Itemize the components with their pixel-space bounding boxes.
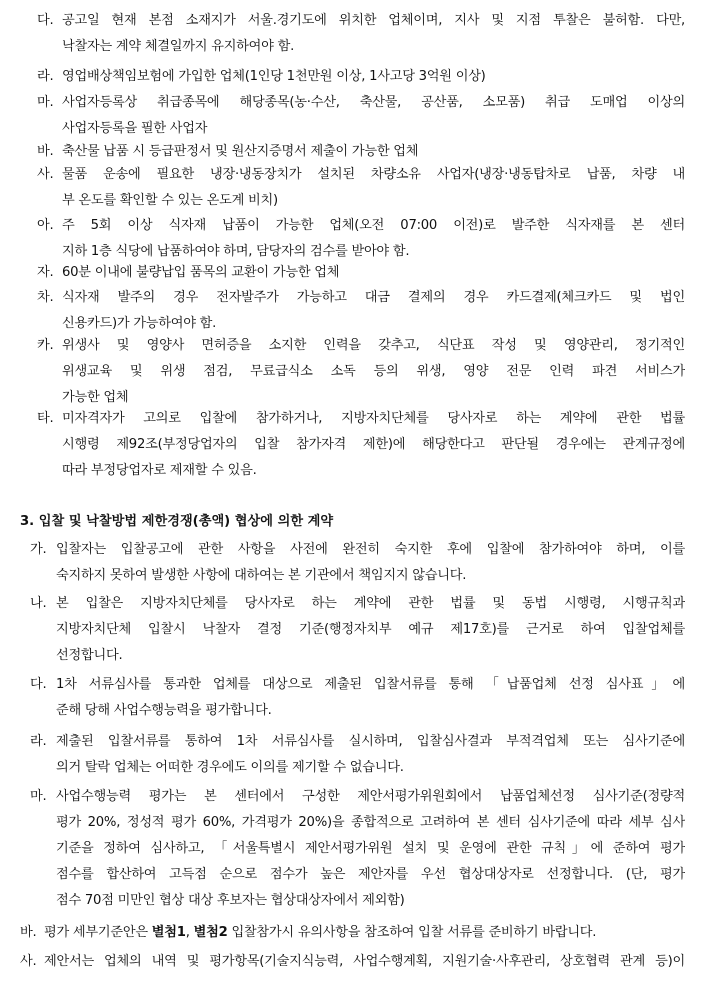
item-marker: 차.	[37, 290, 54, 305]
item-text-line	[44, 920, 685, 946]
section3-item-sa	[0, 949, 706, 975]
item-marker: 사.	[37, 167, 54, 182]
item-marker: 가.	[30, 542, 47, 557]
item-text-line: 제출된 입찰서류를 통하여 1차 서류심사를 실시하며, 입찰심사결과 부적격업체 또는 심사기준에	[56, 734, 685, 749]
item-marker: 바.	[37, 144, 54, 159]
item-text-line: 위생사 및 영양사 면허증을 소지한 인력을 갖추고, 식단표 작성 및 영양관리, 정기적인	[62, 338, 685, 353]
section3-item-ra	[0, 729, 706, 781]
item-text-line: 식자재 발주의 경우 전자발주가 가능하고 대금 결제의 경우 카드결제(체크카드 및 법인	[62, 290, 685, 305]
item-text: ,	[185, 925, 194, 940]
section3-item-da	[0, 672, 706, 724]
item-text-line: 영업배상책임보험에 가입한 업체(1인당 1천만원 이상, 1사고당 3억원 이상)	[62, 69, 486, 84]
item-text-line: 입찰자는 입찰공고에 관한 사항을 사전에 완전히 숙지한 후에 입찰에 참가하여야 하며, 이를	[56, 542, 685, 557]
section3-item-ma	[0, 784, 706, 914]
item-marker: 마.	[37, 95, 54, 110]
item-text-line: 부 온도를 확인할 수 있는 온도계 비치)	[62, 193, 278, 208]
section3-item-ba	[0, 920, 706, 946]
list-item-da	[0, 8, 706, 60]
item-marker: 라.	[37, 69, 54, 84]
item-text-line: 축산물 납품 시 등급판정서 및 원산지증명서 제출이 가능한 업체	[62, 144, 419, 159]
item-marker: 마.	[30, 789, 47, 804]
item-text-line: 사업수행능력 평가는 본 센터에서 구성한 제안서평가위원회에서 납품업체선정 심사기준(정량적	[56, 789, 685, 804]
item-text-line: 의거 탈락 업체는 어떠한 경우에도 이의를 제기할 수 없습니다.	[56, 760, 404, 775]
item-text-line: 1차 서류심사를 통과한 업체를 대상으로 제출된 입찰서류를 통해 「납품업체 선정 심사표」에	[56, 677, 685, 692]
item-text-line: 주 5회 이상 식자재 납품이 가능한 업체(오전 07:00 이전)로 발주한 식자재를 본 센터	[62, 218, 685, 233]
attachment-ref: 별첨1	[151, 925, 186, 940]
item-marker: 사.	[20, 954, 37, 969]
item-marker: 카.	[37, 338, 54, 353]
item-text-line: 본 입찰은 지방자치단체를 당사자로 하는 계약에 관한 법률 및 동법 시행령, 시행규칙과	[56, 596, 685, 611]
item-text-line: 기준을 정하여 심사하고, 「서울특별시 제안서평가위원 설치 및 운영에 관한 규칙」에 준하여 평가	[56, 841, 685, 856]
item-text-line: 지하 1층 식당에 납품하여야 하며, 담당자의 검수를 받아야 함.	[62, 244, 410, 259]
item-text-line: 선정합니다.	[56, 648, 123, 663]
item-text-line: 사업자등록상 취급종목에 해당종목(농·수산, 축산물, 공산품, 소모품) 취급 도매업 이상의	[62, 95, 685, 110]
item-text-line: 낙찰자는 계약 체결일까지 유지하여야 함.	[62, 39, 295, 54]
item-text-line: 60분 이내에 불량납입 품목의 교환이 가능한 업체	[62, 265, 340, 280]
item-text-line: 따라 부정당업자로 제재할 수 있음.	[62, 463, 257, 478]
list-item-ra	[0, 64, 706, 90]
item-marker: 타.	[37, 411, 54, 426]
item-text-line: 물품 운송에 필요한 냉장·냉동장치가 설치된 차량소유 사업자(냉장·냉동탑차로 납품, 차량 내	[62, 167, 685, 182]
item-text-line: 사업자등록을 필한 사업자	[62, 121, 208, 136]
list-item-ka	[0, 333, 706, 411]
item-text: 입찰참가시 유의사항을 참조하여 입찰 서류를 준비하기 바랍니다.	[227, 925, 597, 940]
item-marker: 바.	[20, 925, 37, 940]
item-text-line: 시행령 제92조(부정당업자의 입찰 참가자격 제한)에 해당한다고 판단될 경우에는 관계규정에	[62, 437, 685, 452]
list-item-cha	[0, 285, 706, 337]
item-text-line: 평가 20%, 정성적 평가 60%, 가격평가 20%)을 종합적으로 고려하여 본 센터 심사기준에 따라 세부 심사	[56, 815, 685, 830]
section3-item-ga	[0, 537, 706, 589]
item-text-line: 점수를 합산하여 고득점 순으로 점수가 높은 제안자를 우선 협상대상자로 선정합니다. (단, 평가	[56, 867, 685, 882]
item-marker: 아.	[37, 218, 54, 233]
item-text-line: 점수 70점 미만인 협상 대상 후보자는 협상대상자에서 제외함)	[56, 893, 405, 908]
list-item-a	[0, 213, 706, 265]
section3-item-na	[0, 591, 706, 669]
item-text-line: 제안서는 업체의 내역 및 평가항목(기술지식능력, 사업수행계획, 지원기술·사후관리, 상호협력 관계 등)이	[44, 954, 685, 969]
item-text-line: 위생교육 및 위생 점검, 무료급식소 소독 등의 위생, 영양 전문 인력 파견 서비스가	[62, 364, 685, 379]
list-item-sa	[0, 162, 706, 214]
item-text-line: 지방자치단체 입찰시 낙찰자 결정 기준(행정자치부 예규 제17호)를 근거로 하여 입찰업체를	[56, 622, 685, 637]
item-marker: 다.	[30, 677, 47, 692]
section-heading: 3. 입찰 및 낙찰방법 제한경쟁(총액) 협상에 의한 계약	[20, 514, 334, 529]
item-text-line: 숙지하지 못하여 발생한 사항에 대하여는 본 기관에서 책임지지 않습니다.	[56, 568, 467, 583]
item-text-line: 가능한 업체	[62, 390, 129, 405]
item-marker: 자.	[37, 265, 54, 280]
item-text-line: 미자격자가 고의로 입찰에 참가하거나, 지방자치단체를 당사자로 하는 계약에 관한 법률	[62, 411, 685, 426]
item-text-line: 신용카드)가 가능하여야 함.	[62, 316, 217, 331]
item-text: 평가 세부기준안은	[44, 925, 152, 940]
list-item-ma	[0, 90, 706, 142]
attachment-ref: 별첨2	[193, 925, 228, 940]
item-text-line: 준해 당해 사업수행능력을 평가합니다.	[56, 703, 272, 718]
item-marker: 다.	[37, 13, 54, 28]
item-marker: 라.	[30, 734, 47, 749]
list-item-ta	[0, 406, 706, 484]
item-text-line: 공고일 현재 본점 소재지가 서울.경기도에 위치한 업체이며, 지사 및 지점 투찰은 불허함. 다만,	[62, 13, 685, 28]
item-marker: 나.	[30, 596, 47, 611]
list-item-ja	[0, 260, 706, 286]
